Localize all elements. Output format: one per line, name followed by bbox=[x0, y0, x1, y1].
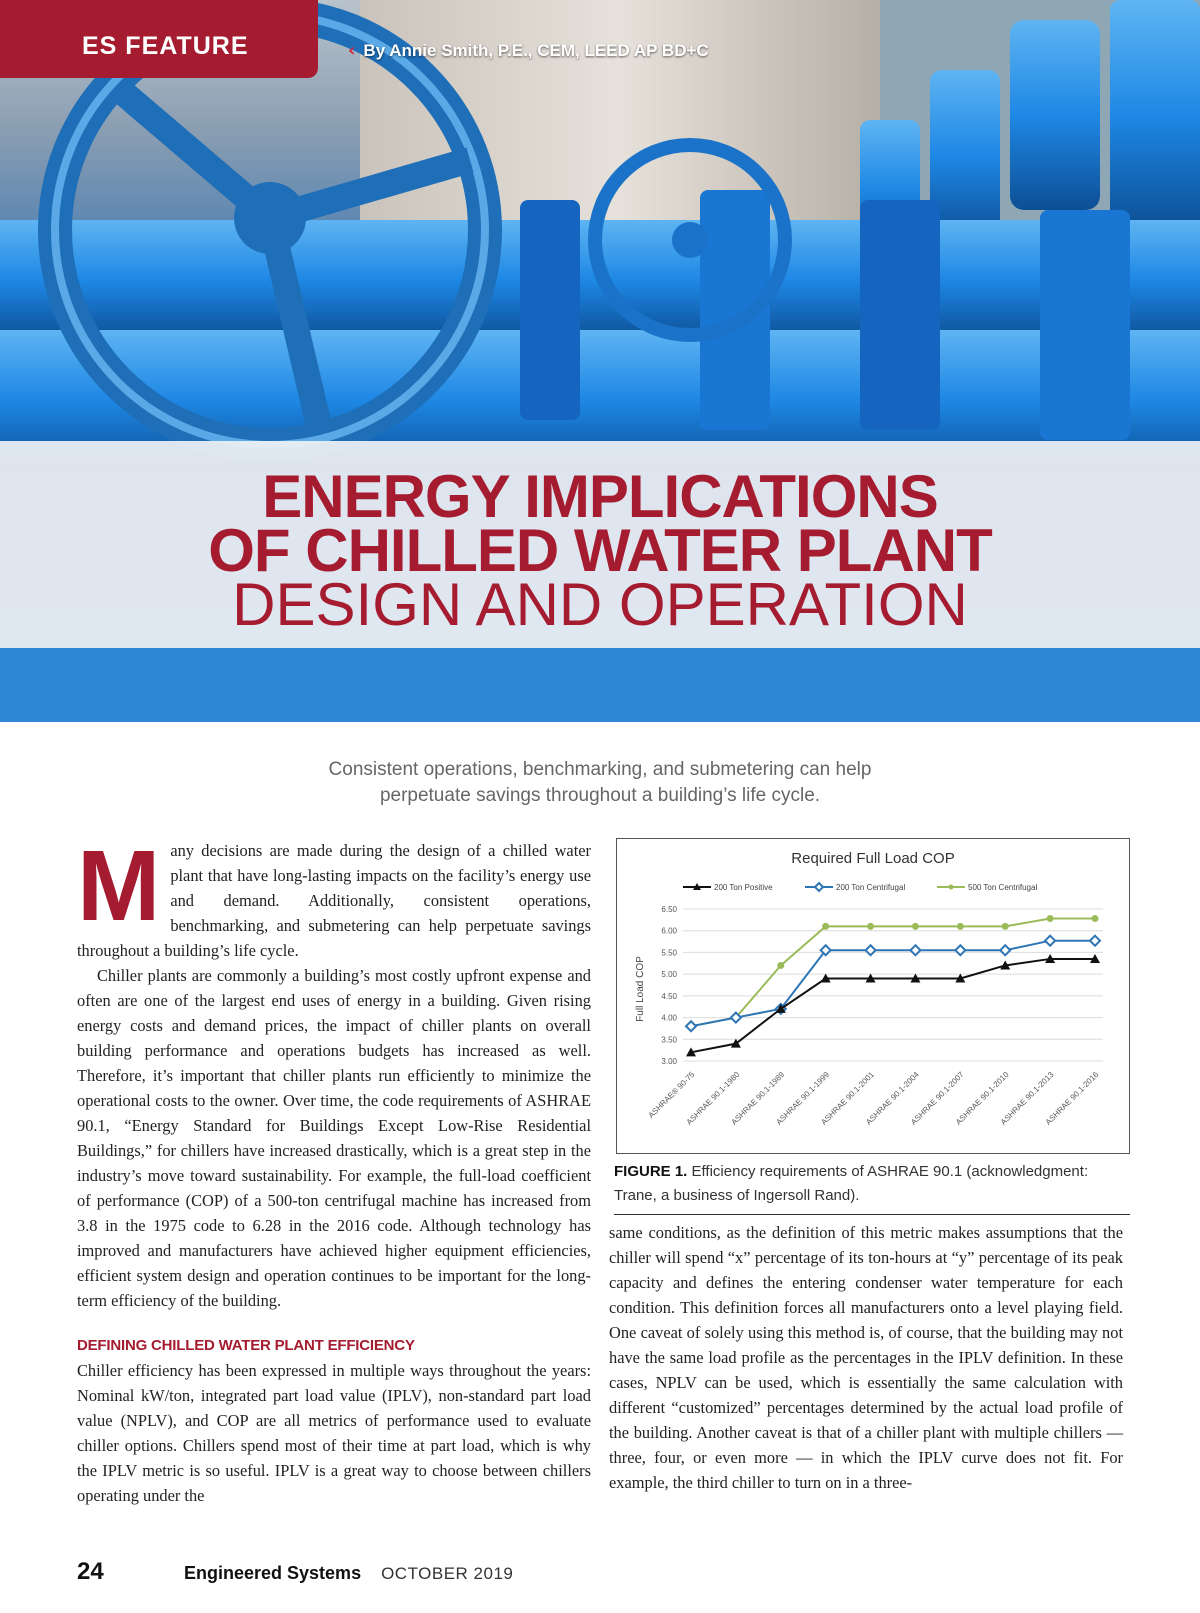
chart-x-tick-label: ASHRAE 90.1-1999 bbox=[774, 1070, 832, 1127]
drop-cap: M bbox=[77, 830, 161, 942]
chart-title: Required Full Load COP bbox=[791, 850, 955, 867]
chart-x-tick-label: ASHRAE® 90-75 bbox=[646, 1070, 697, 1120]
legend-label: 500 Ton Centrifugal bbox=[968, 883, 1038, 892]
chart-x-tick-label: ASHRAE 90.1-1980 bbox=[684, 1070, 742, 1127]
data-point bbox=[815, 883, 823, 891]
cop-line-chart bbox=[617, 839, 1129, 1153]
article-column-left bbox=[77, 830, 591, 1508]
deck-line-1: Consistent operations, benchmarking, and submetering can help bbox=[328, 759, 872, 780]
chart-y-tick-label: 3.00 bbox=[661, 1057, 677, 1066]
data-point bbox=[822, 923, 829, 930]
paragraph-3: Chiller efficiency has been expressed in multiple ways throughout the years: Nominal kW/ton, integrated part load value (IPLV), non-standard part load value (NPLV), and COP are all metrics of performance used to evaluate chiller options. Chillers spend most of their time at part load, which is why the IPLV metric is so useful. IPLV is a great way to choose between chillers operating under the bbox=[77, 1361, 591, 1505]
paragraph-1: any decisions are made during the design of a chilled water plant that have long-lasting impacts on the facility’s energy use and demand. Additionally, consistent operations, benchmarking, and submetering can help perpetuate savings throughout a building’s life cycle. bbox=[77, 841, 591, 960]
deck bbox=[0, 757, 1200, 809]
article-column-right bbox=[609, 1220, 1123, 1495]
data-point bbox=[1092, 915, 1099, 922]
issue-date: OCTOBER 2019 bbox=[381, 1564, 514, 1583]
data-point bbox=[867, 923, 874, 930]
chart-x-tick-label: ASHRAE 90.1-1989 bbox=[729, 1070, 787, 1127]
headline-line-1: ENERGY IMPLICATIONS bbox=[262, 463, 938, 530]
paragraph-2: Chiller plants are commonly a building’s most costly upfront expense and often are one of the largest end uses of energy in a building. Given rising energy costs and demand prices, the impact of chiller plants on overall building performance and operations budgets has increased as well. Therefore, it’s important that chiller plants run efficiently to minimize the operational costs to the owner. Over time, the code requirements of ASHRAE 90.1, “Energy Standard for Buildings Except Low-Rise Residential Buildings,” for chillers have increased drastically, which is a great step in the industry’s move toward sustainability. For example, the full-load coefficient of performance (COP) of a 500-ton centrifugal machine has increased from 3.8 in the 1975 code to 6.28 in the 2016 code. Although technology has improved and manufacturers have achieved higher equipment efficiencies, efficient system design and operation continues to be important for the long-term efficiency of the building. bbox=[77, 966, 591, 1310]
chart-y-tick-label: 4.50 bbox=[661, 991, 677, 1001]
figure-1-chart bbox=[616, 838, 1130, 1154]
data-point bbox=[912, 923, 919, 930]
data-point bbox=[686, 1021, 696, 1031]
headline-line-2: OF CHILLED WATER PLANT bbox=[208, 517, 992, 584]
chart-y-tick-label: 5.50 bbox=[661, 948, 677, 958]
data-point bbox=[957, 923, 964, 930]
legend-label: 200 Ton Positive bbox=[714, 883, 773, 892]
deck-line-2: perpetuate savings throughout a building’s life cycle. bbox=[379, 785, 821, 806]
chart-x-tick-label: ASHRAE 90.1-2010 bbox=[953, 1070, 1011, 1127]
chart-y-tick-label: 3.50 bbox=[661, 1035, 677, 1045]
chart-y-tick-label: 6.50 bbox=[661, 905, 677, 914]
chart-y-axis-label: Full Load COP bbox=[635, 956, 646, 1022]
section-badge bbox=[0, 0, 318, 78]
chart-x-tick-label: ASHRAE 90.1-2013 bbox=[998, 1070, 1056, 1127]
publication-name: Engineered Systems bbox=[184, 1563, 362, 1583]
data-point bbox=[1045, 936, 1055, 946]
data-point bbox=[866, 945, 876, 955]
section-subhead: DEFINING CHILLED WATER PLANT EFFICIENCY bbox=[77, 1337, 415, 1354]
data-point bbox=[1090, 936, 1100, 946]
byline bbox=[348, 40, 709, 61]
figure-label: FIGURE 1. bbox=[614, 1163, 688, 1180]
legend-label: 200 Ton Centrifugal bbox=[836, 883, 906, 892]
figure-caption-text: Efficiency requirements of ASHRAE 90.1 (acknowledgment: Trane, a business of Ingersoll Rand). bbox=[614, 1163, 1089, 1204]
data-point bbox=[949, 885, 954, 890]
data-point bbox=[1000, 945, 1010, 955]
chart-x-tick-label: ASHRAE 90.1-2001 bbox=[819, 1070, 876, 1127]
chart-y-tick-label: 4.00 bbox=[661, 1013, 677, 1023]
page-footer bbox=[77, 1558, 513, 1586]
series-line bbox=[691, 959, 1095, 1052]
chart-y-tick-label: 6.00 bbox=[661, 926, 677, 936]
chevron-left-icon: ‹ bbox=[348, 40, 356, 61]
page-number: 24 bbox=[77, 1558, 104, 1585]
byline-text: By Annie Smith, P.E., CEM, LEED AP BD+C bbox=[363, 40, 709, 60]
chart-y-tick-label: 5.00 bbox=[661, 970, 677, 980]
data-point bbox=[910, 945, 920, 955]
paragraph-4: same conditions, as the definition of this metric makes assumptions that the chiller will spend “x” percentage of its ton-hours at “y” percentage of its peak capacity and defines the entering condenser water temperature for each condition. This definition forces all manufacturers onto a level playing field. One caveat of solely using this method is, of course, that the building may not have the same load profile as the percentages in the IPLV definition. In these cases, NPLV can be used, which is essentially the same calculation with different “customized” percentages determined by the actual load profile of the building. Another caveat is that of a chiller plant with multiple chillers — three, four, or even more — in which the IPLV curve does not fit. For example, the third chiller to turn on in a three- bbox=[609, 1223, 1123, 1492]
section-label: ES FEATURE bbox=[82, 32, 249, 60]
series-line bbox=[691, 919, 1095, 1027]
chart-x-tick-label: ASHRAE 90.1-2004 bbox=[864, 1070, 921, 1127]
data-point bbox=[1047, 915, 1054, 922]
data-point bbox=[777, 962, 784, 969]
series-line bbox=[691, 941, 1095, 1027]
chart-x-tick-label: ASHRAE 90.1-2007 bbox=[909, 1070, 966, 1127]
data-point bbox=[955, 945, 965, 955]
data-point bbox=[1002, 923, 1009, 930]
figure-caption bbox=[614, 1160, 1130, 1215]
chart-x-tick-label: ASHRAE 90.1-2016 bbox=[1043, 1070, 1101, 1127]
headline-line-3: DESIGN AND OPERATION bbox=[232, 571, 968, 638]
